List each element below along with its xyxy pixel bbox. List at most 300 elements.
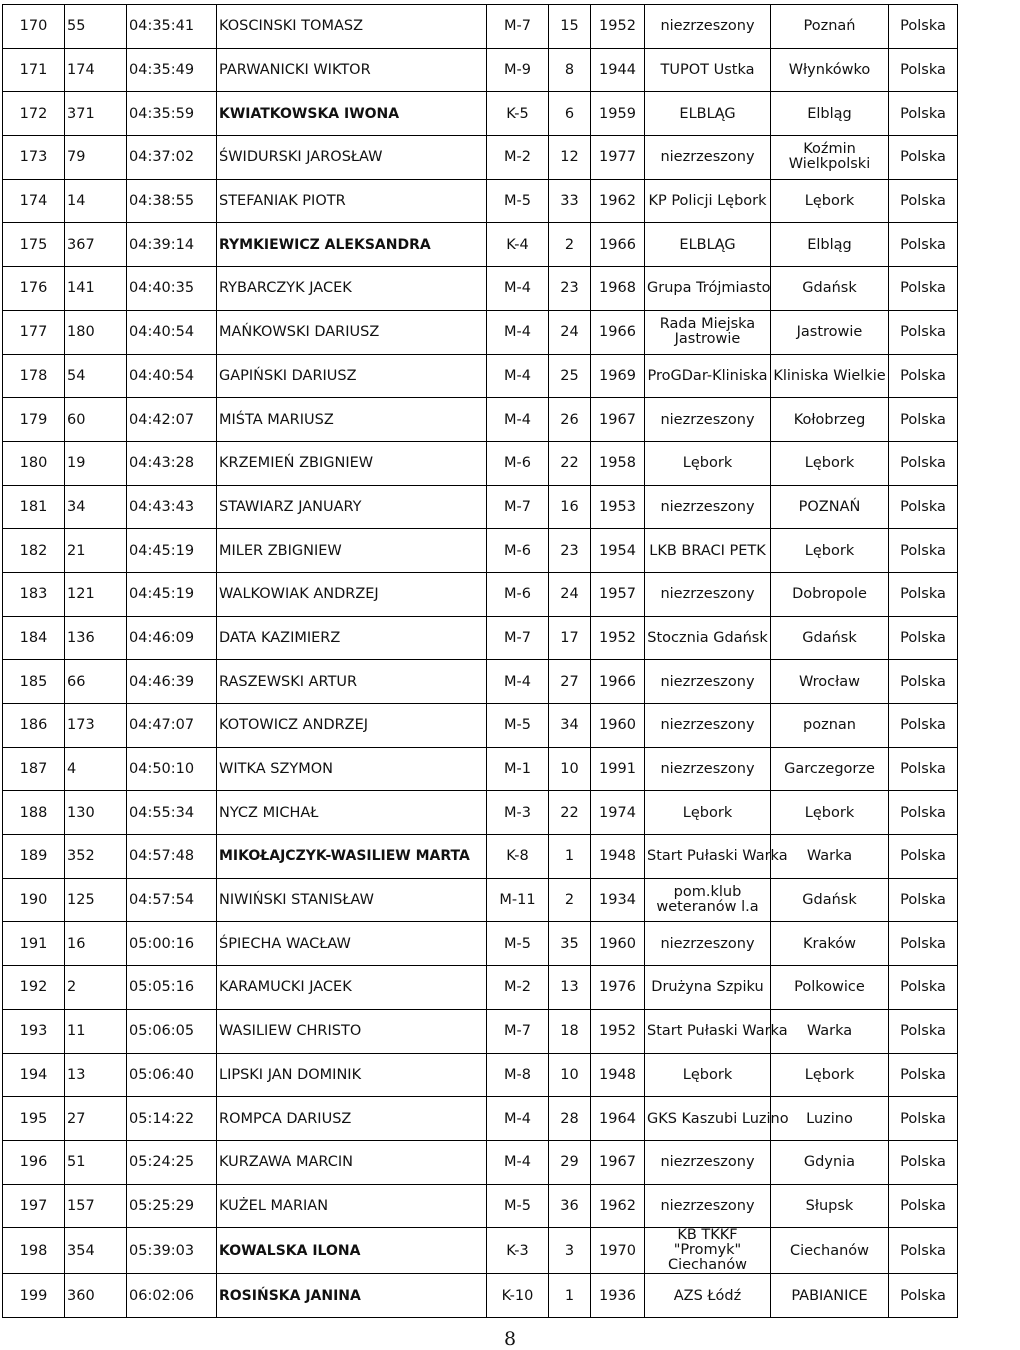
country-cell: Polska: [889, 1184, 958, 1228]
runner-name-cell: MIŚTA MARIUSZ: [217, 398, 487, 442]
city-cell: Jastrowie: [771, 310, 889, 354]
country-cell: Polska: [889, 441, 958, 485]
club-cell: niezrzeszony: [645, 5, 771, 49]
birth-year-cell: 1960: [591, 704, 645, 748]
bib-number-cell: 55: [65, 5, 127, 49]
bib-number-cell: 19: [65, 441, 127, 485]
category-cell: M-1: [487, 747, 549, 791]
category-place-cell: 3: [549, 1228, 591, 1274]
city-cell: Wrocław: [771, 660, 889, 704]
birth-year-cell: 1966: [591, 660, 645, 704]
club-cell: ProGDar-Kliniska: [645, 354, 771, 398]
finish-time-cell: 04:45:19: [127, 529, 217, 573]
category-place-cell: 22: [549, 441, 591, 485]
city-cell: Gdańsk: [771, 616, 889, 660]
finish-time-cell: 05:14:22: [127, 1097, 217, 1141]
position-cell: 186: [3, 704, 65, 748]
category-cell: M-7: [487, 616, 549, 660]
city-cell: Włynkówko: [771, 48, 889, 92]
birth-year-cell: 1968: [591, 267, 645, 311]
city-cell: Lębork: [771, 441, 889, 485]
bib-number-cell: 174: [65, 48, 127, 92]
club-cell: Lębork: [645, 1053, 771, 1097]
table-row: [3, 354, 958, 398]
city-cell: Kołobrzeg: [771, 398, 889, 442]
position-cell: 173: [3, 136, 65, 180]
birth-year-cell: 1967: [591, 1140, 645, 1184]
finish-time-cell: 04:57:54: [127, 878, 217, 922]
bib-number-cell: 180: [65, 310, 127, 354]
club-cell: GKS Kaszubi Luzino: [645, 1097, 771, 1141]
position-cell: 174: [3, 179, 65, 223]
finish-time-cell: 05:25:29: [127, 1184, 217, 1228]
runner-name-cell: ROMPCA DARIUSZ: [217, 1097, 487, 1141]
birth-year-cell: 1967: [591, 398, 645, 442]
birth-year-cell: 1954: [591, 529, 645, 573]
finish-time-cell: 05:00:16: [127, 922, 217, 966]
results-table: [2, 4, 958, 1318]
position-cell: 176: [3, 267, 65, 311]
category-cell: M-4: [487, 1140, 549, 1184]
table-row: [3, 310, 958, 354]
bib-number-cell: 352: [65, 835, 127, 879]
city-cell: POZNAŃ: [771, 485, 889, 529]
bib-number-cell: 51: [65, 1140, 127, 1184]
city-cell: Warka: [771, 835, 889, 879]
bib-number-cell: 16: [65, 922, 127, 966]
runner-name-cell: STEFANIAK PIOTR: [217, 179, 487, 223]
position-cell: 192: [3, 966, 65, 1010]
club-cell: pom.klub weteranów l.a: [645, 878, 771, 922]
position-cell: 189: [3, 835, 65, 879]
club-cell: ELBLĄG: [645, 223, 771, 267]
runner-name-cell: ŚWIDURSKI JAROSŁAW: [217, 136, 487, 180]
table-row: [3, 878, 958, 922]
category-cell: M-2: [487, 136, 549, 180]
category-cell: K-4: [487, 223, 549, 267]
country-cell: Polska: [889, 572, 958, 616]
country-cell: Polska: [889, 1009, 958, 1053]
category-cell: M-6: [487, 441, 549, 485]
runner-name-cell: GAPIŃSKI DARIUSZ: [217, 354, 487, 398]
birth-year-cell: 1966: [591, 223, 645, 267]
country-cell: Polska: [889, 1274, 958, 1318]
bib-number-cell: 11: [65, 1009, 127, 1053]
club-cell: TUPOT Ustka: [645, 48, 771, 92]
table-row: [3, 5, 958, 49]
country-cell: Polska: [889, 704, 958, 748]
position-cell: 199: [3, 1274, 65, 1318]
category-cell: M-9: [487, 48, 549, 92]
birth-year-cell: 1976: [591, 966, 645, 1010]
table-row: [3, 1228, 958, 1274]
finish-time-cell: 04:37:02: [127, 136, 217, 180]
table-row: [3, 136, 958, 180]
position-cell: 171: [3, 48, 65, 92]
city-cell: Gdańsk: [771, 267, 889, 311]
country-cell: Polska: [889, 835, 958, 879]
category-cell: K-3: [487, 1228, 549, 1274]
category-place-cell: 23: [549, 267, 591, 311]
bib-number-cell: 136: [65, 616, 127, 660]
country-cell: Polska: [889, 48, 958, 92]
finish-time-cell: 04:45:19: [127, 572, 217, 616]
city-cell: Ciechanów: [771, 1228, 889, 1274]
bib-number-cell: 371: [65, 92, 127, 136]
position-cell: 191: [3, 922, 65, 966]
position-cell: 175: [3, 223, 65, 267]
birth-year-cell: 1957: [591, 572, 645, 616]
bib-number-cell: 21: [65, 529, 127, 573]
category-cell: M-5: [487, 179, 549, 223]
country-cell: Polska: [889, 267, 958, 311]
finish-time-cell: 06:02:06: [127, 1274, 217, 1318]
finish-time-cell: 05:24:25: [127, 1140, 217, 1184]
table-row: [3, 966, 958, 1010]
country-cell: Polska: [889, 485, 958, 529]
position-cell: 198: [3, 1228, 65, 1274]
category-cell: M-4: [487, 660, 549, 704]
position-cell: 184: [3, 616, 65, 660]
birth-year-cell: 1952: [591, 616, 645, 660]
position-cell: 182: [3, 529, 65, 573]
club-cell: ELBLĄG: [645, 92, 771, 136]
bib-number-cell: 79: [65, 136, 127, 180]
club-cell: niezrzeszony: [645, 136, 771, 180]
city-cell: PABIANICE: [771, 1274, 889, 1318]
finish-time-cell: 04:43:28: [127, 441, 217, 485]
birth-year-cell: 1962: [591, 1184, 645, 1228]
finish-time-cell: 04:47:07: [127, 704, 217, 748]
birth-year-cell: 1953: [591, 485, 645, 529]
city-cell: Lębork: [771, 529, 889, 573]
country-cell: Polska: [889, 616, 958, 660]
club-cell: Rada Miejska Jastrowie: [645, 310, 771, 354]
city-cell: poznan: [771, 704, 889, 748]
table-row: [3, 1184, 958, 1228]
bib-number-cell: 157: [65, 1184, 127, 1228]
bib-number-cell: 34: [65, 485, 127, 529]
table-row: [3, 267, 958, 311]
birth-year-cell: 1991: [591, 747, 645, 791]
finish-time-cell: 04:57:48: [127, 835, 217, 879]
category-cell: M-8: [487, 1053, 549, 1097]
birth-year-cell: 1960: [591, 922, 645, 966]
country-cell: Polska: [889, 1140, 958, 1184]
position-cell: 195: [3, 1097, 65, 1141]
runner-name-cell: NIWIŃSKI STANISŁAW: [217, 878, 487, 922]
country-cell: Polska: [889, 1228, 958, 1274]
category-cell: M-5: [487, 922, 549, 966]
birth-year-cell: 1934: [591, 878, 645, 922]
club-cell: niezrzeszony: [645, 922, 771, 966]
table-row: [3, 1140, 958, 1184]
runner-name-cell: MAŃKOWSKI DARIUSZ: [217, 310, 487, 354]
birth-year-cell: 1970: [591, 1228, 645, 1274]
category-place-cell: 35: [549, 922, 591, 966]
birth-year-cell: 1969: [591, 354, 645, 398]
city-cell: Warka: [771, 1009, 889, 1053]
country-cell: Polska: [889, 92, 958, 136]
bib-number-cell: 2: [65, 966, 127, 1010]
category-place-cell: 15: [549, 5, 591, 49]
country-cell: Polska: [889, 922, 958, 966]
club-cell: niezrzeszony: [645, 485, 771, 529]
category-place-cell: 2: [549, 878, 591, 922]
city-cell: Lębork: [771, 791, 889, 835]
birth-year-cell: 1964: [591, 1097, 645, 1141]
city-cell: Elbląg: [771, 223, 889, 267]
finish-time-cell: 05:06:05: [127, 1009, 217, 1053]
position-cell: 194: [3, 1053, 65, 1097]
finish-time-cell: 05:05:16: [127, 966, 217, 1010]
finish-time-cell: 04:50:10: [127, 747, 217, 791]
country-cell: Polska: [889, 1097, 958, 1141]
country-cell: Polska: [889, 529, 958, 573]
category-place-cell: 10: [549, 747, 591, 791]
bib-number-cell: 130: [65, 791, 127, 835]
table-row: [3, 48, 958, 92]
category-place-cell: 2: [549, 223, 591, 267]
bib-number-cell: 27: [65, 1097, 127, 1141]
position-cell: 197: [3, 1184, 65, 1228]
finish-time-cell: 04:35:59: [127, 92, 217, 136]
category-cell: M-4: [487, 1097, 549, 1141]
category-place-cell: 10: [549, 1053, 591, 1097]
city-cell: Lębork: [771, 1053, 889, 1097]
club-cell: LKB BRACI PETK: [645, 529, 771, 573]
category-cell: M-4: [487, 267, 549, 311]
table-row: [3, 1053, 958, 1097]
category-place-cell: 1: [549, 835, 591, 879]
category-cell: M-7: [487, 485, 549, 529]
category-place-cell: 1: [549, 1274, 591, 1318]
country-cell: Polska: [889, 223, 958, 267]
city-cell: Koźmin Wielkpolski: [771, 136, 889, 180]
club-cell: Grupa Trójmiasto: [645, 267, 771, 311]
country-cell: Polska: [889, 310, 958, 354]
city-cell: Luzino: [771, 1097, 889, 1141]
category-place-cell: 22: [549, 791, 591, 835]
city-cell: Słupsk: [771, 1184, 889, 1228]
position-cell: 183: [3, 572, 65, 616]
table-row: [3, 398, 958, 442]
club-cell: niezrzeszony: [645, 1184, 771, 1228]
club-cell: niezrzeszony: [645, 1140, 771, 1184]
category-place-cell: 16: [549, 485, 591, 529]
birth-year-cell: 1948: [591, 1053, 645, 1097]
finish-time-cell: 05:39:03: [127, 1228, 217, 1274]
runner-name-cell: KARAMUCKI JACEK: [217, 966, 487, 1010]
country-cell: Polska: [889, 1053, 958, 1097]
position-cell: 179: [3, 398, 65, 442]
club-cell: Stocznia Gdańsk: [645, 616, 771, 660]
city-cell: Gdańsk: [771, 878, 889, 922]
table-row: [3, 1097, 958, 1141]
position-cell: 181: [3, 485, 65, 529]
table-row: [3, 922, 958, 966]
category-place-cell: 6: [549, 92, 591, 136]
runner-name-cell: KWIATKOWSKA IWONA: [217, 92, 487, 136]
runner-name-cell: PARWANICKI WIKTOR: [217, 48, 487, 92]
birth-year-cell: 1974: [591, 791, 645, 835]
finish-time-cell: 04:43:43: [127, 485, 217, 529]
runner-name-cell: ROSIŃSKA JANINA: [217, 1274, 487, 1318]
country-cell: Polska: [889, 747, 958, 791]
results-body: [3, 5, 958, 1318]
birth-year-cell: 1944: [591, 48, 645, 92]
category-cell: M-5: [487, 1184, 549, 1228]
category-cell: K-10: [487, 1274, 549, 1318]
category-place-cell: 23: [549, 529, 591, 573]
table-row: [3, 1009, 958, 1053]
club-cell: AZS Łódź: [645, 1274, 771, 1318]
city-cell: Lębork: [771, 179, 889, 223]
bib-number-cell: 360: [65, 1274, 127, 1318]
position-cell: 193: [3, 1009, 65, 1053]
runner-name-cell: RASZEWSKI ARTUR: [217, 660, 487, 704]
birth-year-cell: 1966: [591, 310, 645, 354]
category-cell: M-5: [487, 704, 549, 748]
category-cell: M-4: [487, 310, 549, 354]
birth-year-cell: 1952: [591, 1009, 645, 1053]
category-place-cell: 24: [549, 572, 591, 616]
runner-name-cell: MIKOŁAJCZYK-WASILIEW MARTA: [217, 835, 487, 879]
table-row: [3, 747, 958, 791]
finish-time-cell: 04:40:54: [127, 310, 217, 354]
club-cell: niezrzeszony: [645, 660, 771, 704]
club-cell: niezrzeszony: [645, 398, 771, 442]
birth-year-cell: 1959: [591, 92, 645, 136]
category-cell: M-7: [487, 5, 549, 49]
table-row: [3, 179, 958, 223]
category-place-cell: 29: [549, 1140, 591, 1184]
country-cell: Polska: [889, 179, 958, 223]
bib-number-cell: 367: [65, 223, 127, 267]
club-cell: Start Pułaski Warka: [645, 1009, 771, 1053]
runner-name-cell: WASILIEW CHRISTO: [217, 1009, 487, 1053]
category-place-cell: 34: [549, 704, 591, 748]
table-row: [3, 660, 958, 704]
table-row: [3, 223, 958, 267]
runner-name-cell: WITKA SZYMON: [217, 747, 487, 791]
runner-name-cell: NYCZ MICHAŁ: [217, 791, 487, 835]
category-cell: M-6: [487, 572, 549, 616]
bib-number-cell: 66: [65, 660, 127, 704]
city-cell: Kraków: [771, 922, 889, 966]
finish-time-cell: 05:06:40: [127, 1053, 217, 1097]
category-place-cell: 27: [549, 660, 591, 704]
bib-number-cell: 173: [65, 704, 127, 748]
category-place-cell: 25: [549, 354, 591, 398]
category-place-cell: 8: [549, 48, 591, 92]
position-cell: 177: [3, 310, 65, 354]
position-cell: 178: [3, 354, 65, 398]
category-cell: K-5: [487, 92, 549, 136]
club-cell: niezrzeszony: [645, 747, 771, 791]
table-row: [3, 92, 958, 136]
club-cell: Lębork: [645, 791, 771, 835]
category-cell: M-2: [487, 966, 549, 1010]
table-row: [3, 441, 958, 485]
category-place-cell: 17: [549, 616, 591, 660]
category-cell: M-3: [487, 791, 549, 835]
runner-name-cell: RYBARCZYK JACEK: [217, 267, 487, 311]
category-cell: M-11: [487, 878, 549, 922]
finish-time-cell: 04:35:41: [127, 5, 217, 49]
runner-name-cell: DATA KAZIMIERZ: [217, 616, 487, 660]
table-row: [3, 704, 958, 748]
bib-number-cell: 125: [65, 878, 127, 922]
runner-name-cell: WALKOWIAK ANDRZEJ: [217, 572, 487, 616]
bib-number-cell: 54: [65, 354, 127, 398]
runner-name-cell: MILER ZBIGNIEW: [217, 529, 487, 573]
runner-name-cell: KOWALSKA ILONA: [217, 1228, 487, 1274]
country-cell: Polska: [889, 878, 958, 922]
runner-name-cell: KUŻEL MARIAN: [217, 1184, 487, 1228]
country-cell: Polska: [889, 660, 958, 704]
club-cell: niezrzeszony: [645, 572, 771, 616]
category-place-cell: 36: [549, 1184, 591, 1228]
category-place-cell: 12: [549, 136, 591, 180]
country-cell: Polska: [889, 398, 958, 442]
city-cell: Dobropole: [771, 572, 889, 616]
category-cell: K-8: [487, 835, 549, 879]
country-cell: Polska: [889, 791, 958, 835]
runner-name-cell: LIPSKI JAN DOMINIK: [217, 1053, 487, 1097]
finish-time-cell: 04:40:35: [127, 267, 217, 311]
table-row: [3, 572, 958, 616]
finish-time-cell: 04:55:34: [127, 791, 217, 835]
club-cell: niezrzeszony: [645, 704, 771, 748]
runner-name-cell: KOTOWICZ ANDRZEJ: [217, 704, 487, 748]
category-place-cell: 24: [549, 310, 591, 354]
position-cell: 172: [3, 92, 65, 136]
birth-year-cell: 1962: [591, 179, 645, 223]
category-place-cell: 26: [549, 398, 591, 442]
city-cell: Kliniska Wielkie: [771, 354, 889, 398]
birth-year-cell: 1958: [591, 441, 645, 485]
city-cell: Garczegorze: [771, 747, 889, 791]
runner-name-cell: KURZAWA MARCIN: [217, 1140, 487, 1184]
birth-year-cell: 1952: [591, 5, 645, 49]
category-place-cell: 28: [549, 1097, 591, 1141]
category-place-cell: 33: [549, 179, 591, 223]
bib-number-cell: 13: [65, 1053, 127, 1097]
city-cell: Polkowice: [771, 966, 889, 1010]
bib-number-cell: 354: [65, 1228, 127, 1274]
category-place-cell: 18: [549, 1009, 591, 1053]
table-row: [3, 616, 958, 660]
country-cell: Polska: [889, 966, 958, 1010]
table-row: [3, 485, 958, 529]
birth-year-cell: 1948: [591, 835, 645, 879]
bib-number-cell: 141: [65, 267, 127, 311]
birth-year-cell: 1977: [591, 136, 645, 180]
position-cell: 185: [3, 660, 65, 704]
table-row: [3, 791, 958, 835]
bib-number-cell: 60: [65, 398, 127, 442]
category-place-cell: 13: [549, 966, 591, 1010]
birth-year-cell: 1936: [591, 1274, 645, 1318]
category-cell: M-4: [487, 354, 549, 398]
city-cell: Poznań: [771, 5, 889, 49]
finish-time-cell: 04:40:54: [127, 354, 217, 398]
position-cell: 196: [3, 1140, 65, 1184]
position-cell: 180: [3, 441, 65, 485]
finish-time-cell: 04:35:49: [127, 48, 217, 92]
runner-name-cell: ŚPIECHA WACŁAW: [217, 922, 487, 966]
